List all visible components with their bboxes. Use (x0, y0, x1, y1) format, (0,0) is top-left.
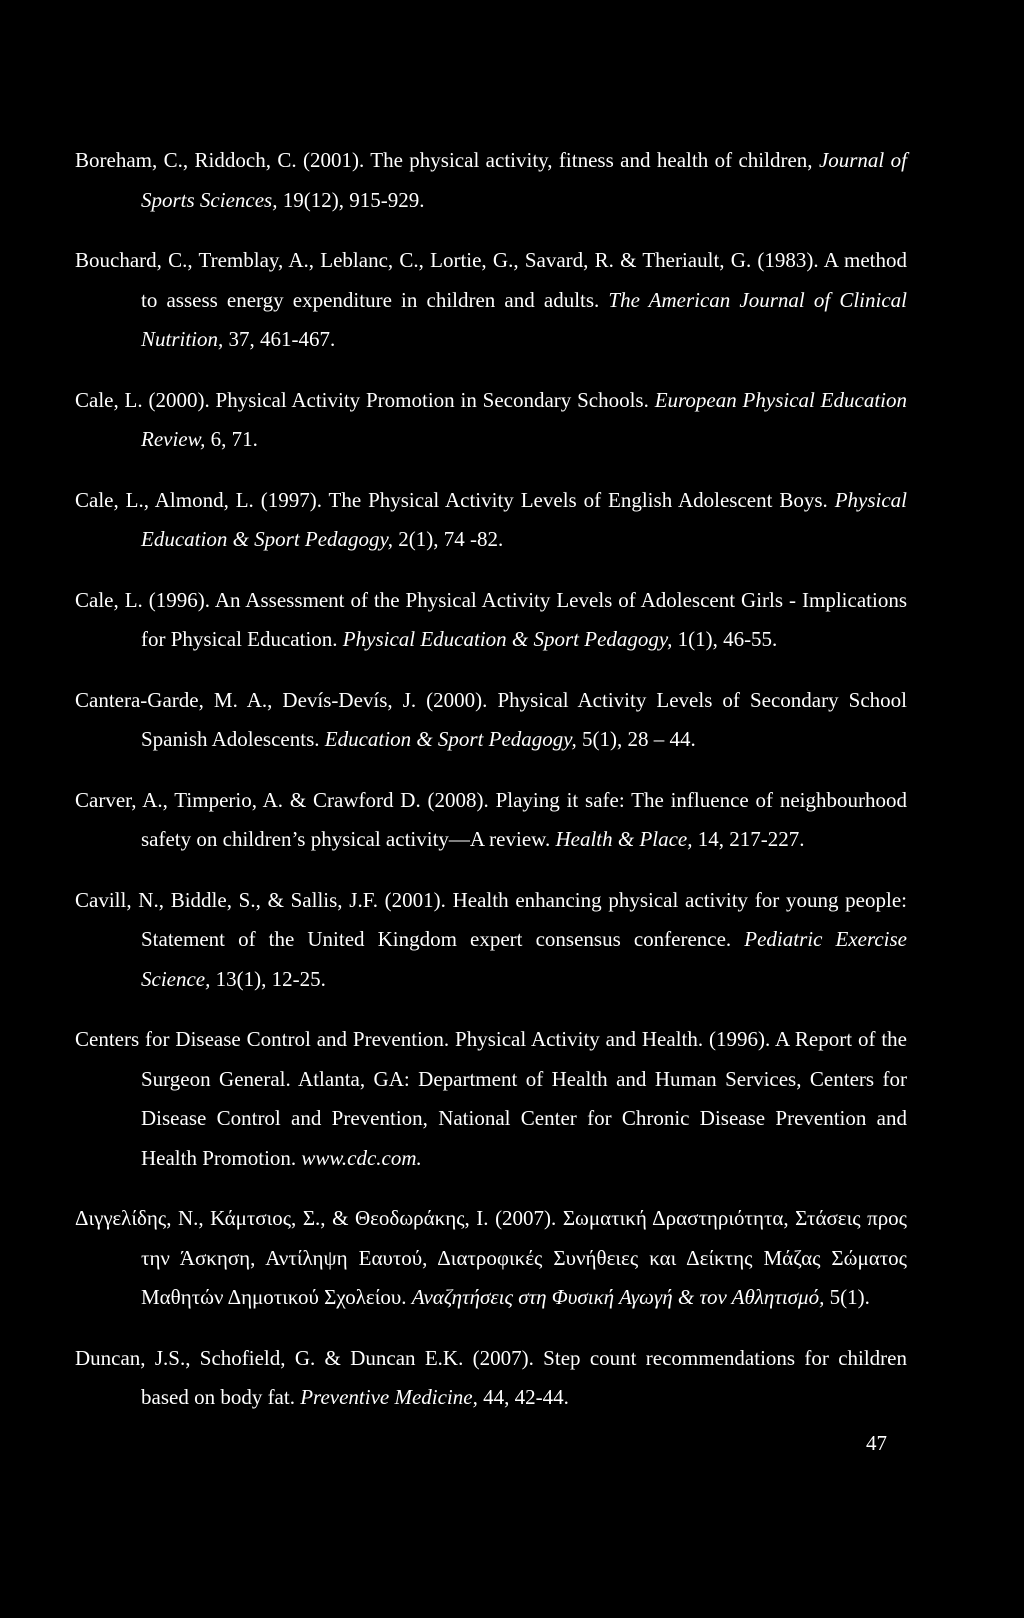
reference-text: 44, 42-44. (477, 1385, 569, 1409)
reference-text: Cale, L., Almond, L. (1997). The Physical Activity Levels of English Adolescent Boys. (75, 487, 835, 512)
reference-source: Education & Sport Pedagogy, (324, 727, 577, 751)
reference-text: 2(1), 74 -82. (392, 527, 504, 551)
reference-text: Cale, L. (1996). An Assessment of the Physical Activity Levels of Adolescent Girls - Implications for Physical Education. (75, 587, 907, 651)
reference-entry (75, 1199, 907, 1318)
reference-source: The American Journal of Clinical Nutrition, (141, 287, 907, 351)
reference-source: Physical Education & Sport Pedagogy, (342, 627, 673, 651)
reference-entry (75, 581, 907, 660)
reference-source: Health & Place, (555, 827, 693, 851)
reference-entry (75, 881, 907, 1000)
reference-list (0, 120, 1024, 1439)
reference-text: 14, 217-227. (692, 827, 805, 851)
reference-text: 19(12), 915-929. (277, 187, 425, 212)
reference-text: 5(1). (824, 1285, 870, 1309)
reference-source: www.cdc.com. (301, 1145, 422, 1170)
reference-text: Carver, A., Timperio, A. & Crawford D. (2008). Playing it safe: The influence of neighbourhood safety on children’s physical activity—A review. (75, 787, 907, 851)
reference-text: 6, 71. (205, 427, 258, 451)
reference-text: Cale, L. (2000). Physical Activity Promotion in Secondary Schools. (75, 387, 655, 412)
reference-source: Physical Education & Sport Pedagogy, (141, 487, 907, 551)
reference-entry (75, 1020, 907, 1178)
reference-text: Centers for Disease Control and Prevention. Physical Activity and Health. (1996). A Report of the Surgeon General. Atlanta, GA: Department of Health and Human Services, Centers for Disease Control and Prevention, National Center for Chronic Disease Prevention and Health Promotion. (75, 1027, 907, 1170)
reference-text: Duncan, J.S., Schofield, G. & Duncan E.K. (2007). Step count recommendations for children based on body fat. (75, 1345, 907, 1409)
reference-text: Διγγελίδης, Ν., Κάμτσιος, Σ., & Θεοδωράκης, Ι. (2007). Σωματική Δραστηριότητα, Στάσεις προς την Άσκηση, Αντίληψη Εαυτού, Διατροφικές Συνήθειες και Δείκτης Μάζας Σώματος Μαθητών Δημοτικού Σχολείου. (75, 1206, 907, 1309)
reference-entry (75, 381, 907, 460)
reference-text: Bouchard, C., Tremblay, A., Leblanc, C., Lortie, G., Savard, R. & Theriault, G. (1983). A method to assess energy expenditure in children and adults. (75, 248, 907, 312)
reference-source: European Physical Education Review, (141, 387, 908, 451)
page-number: 47 (866, 1431, 887, 1455)
reference-entry (75, 481, 907, 560)
reference-text: 13(1), 12-25. (210, 966, 326, 991)
reference-text: 1(1), 46-55. (672, 627, 778, 651)
reference-text: 5(1), 28 – 44. (576, 727, 696, 751)
reference-entry (75, 1339, 907, 1418)
reference-entry (75, 141, 907, 220)
reference-entry (75, 241, 907, 360)
reference-source: Αναζητήσεις στη Φυσική Αγωγή & τον Αθλητισμό, (411, 1285, 825, 1309)
reference-text: Boreham, C., Riddoch, C. (2001). The physical activity, fitness and health of children, (75, 148, 819, 172)
reference-text: 37, 461-467. (223, 327, 336, 351)
reference-text: Cantera-Garde, M. A., Devís-Devís, J. (2000). Physical Activity Levels of Secondary School Spanish Adolescents. (75, 687, 907, 751)
reference-entry (75, 781, 907, 860)
reference-text: Cavill, N., Biddle, S., & Sallis, J.F. (2001). Health enhancing physical activity for young people: Statement of the United Kingdom expert consensus conference. (75, 887, 907, 951)
reference-entry (75, 681, 907, 760)
reference-source: Journal of Sports Sciences, (141, 148, 907, 212)
reference-source: Pediatric Exercise Science, (141, 927, 908, 991)
reference-source: Preventive Medicine, (300, 1385, 478, 1409)
